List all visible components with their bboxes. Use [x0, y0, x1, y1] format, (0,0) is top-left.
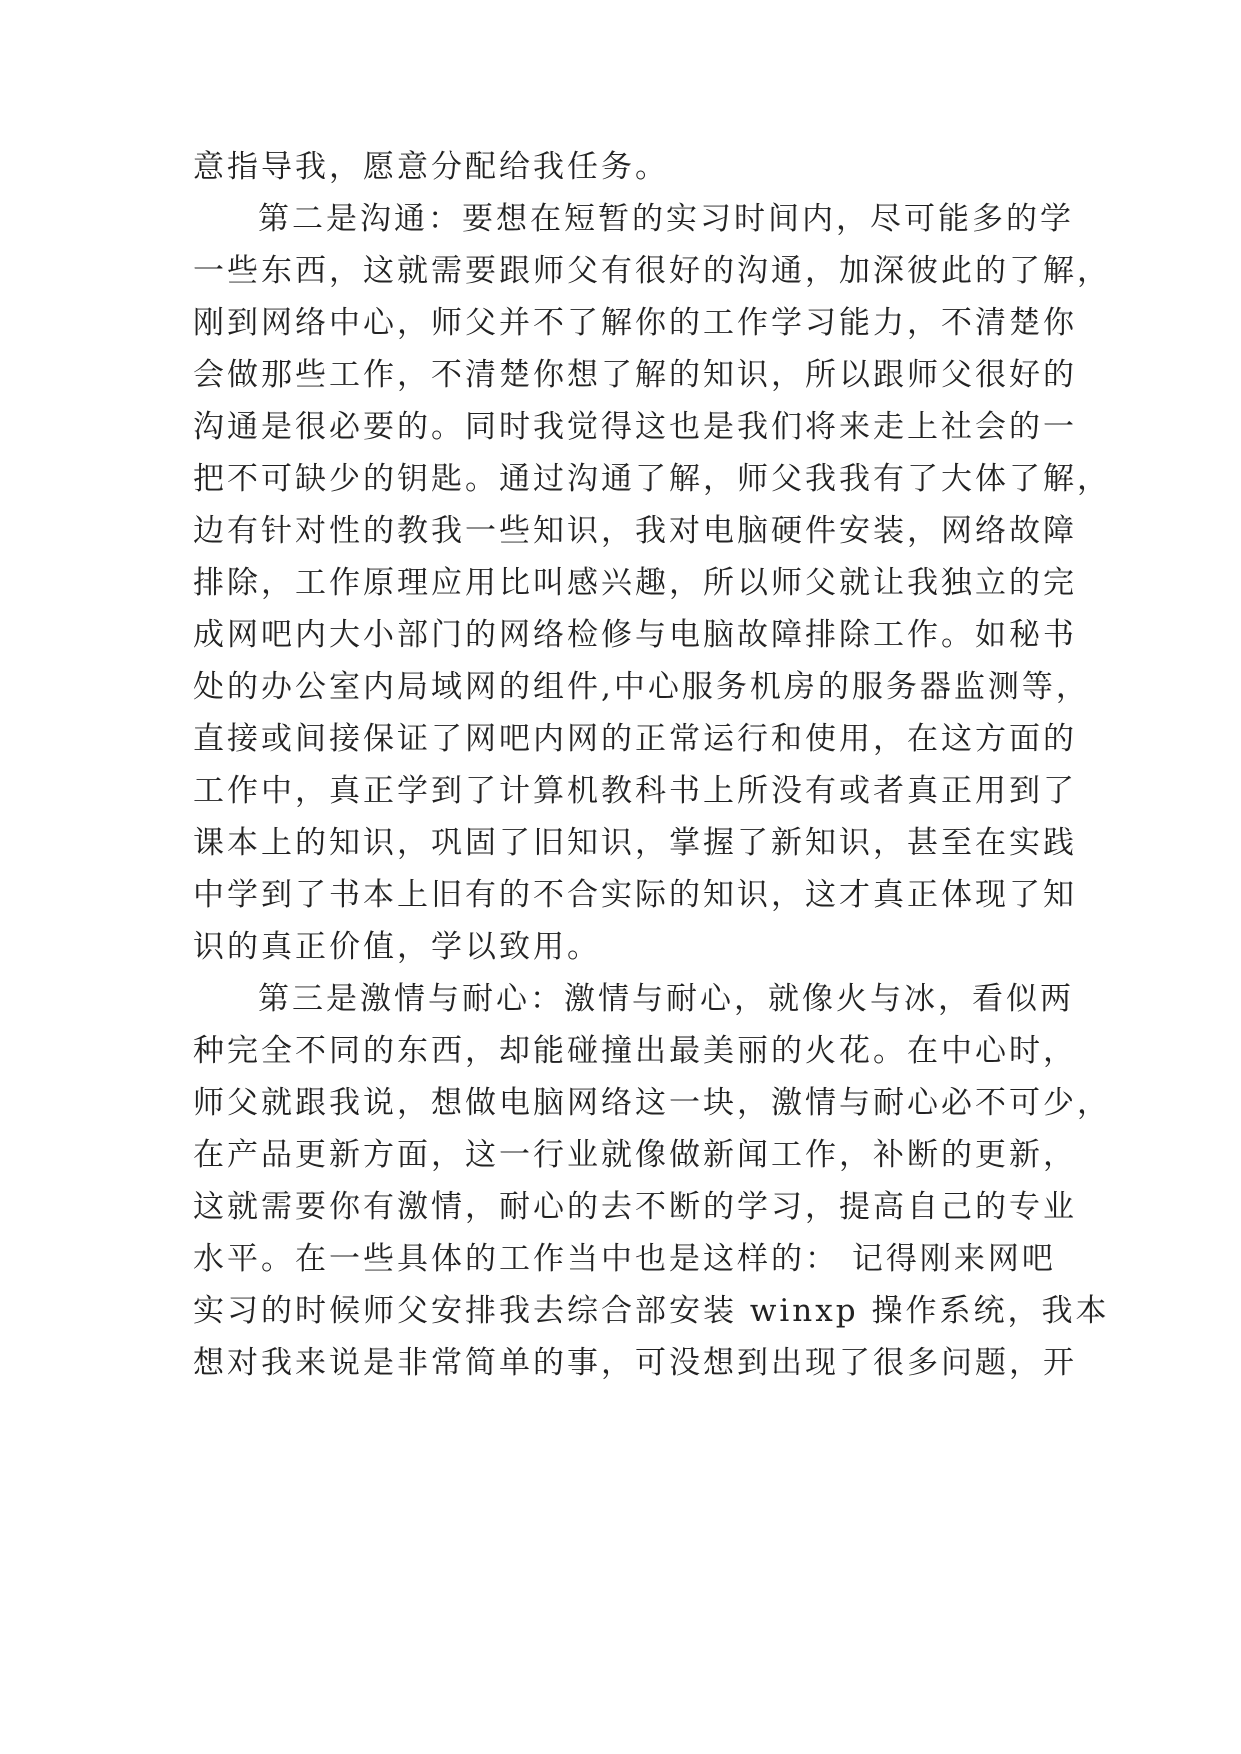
text-line: 师父就跟我说，想做电脑网络这一块，激情与耐心必不可少，	[193, 1085, 1111, 1121]
text-line: 工作中，真正学到了计算机教科书上所没有或者真正用到了	[193, 773, 1077, 809]
text-line: 沟通是很必要的。同时我觉得这也是我们将来走上社会的一	[193, 409, 1077, 445]
text-line: 会做那些工作，不清楚你想了解的知识，所以跟师父很好的	[193, 357, 1077, 393]
text-line: 想对我来说是非常简单的事，可没想到出现了很多问题，开	[193, 1345, 1077, 1381]
text-line: 成网吧内大小部门的网络检修与电脑故障排除工作。如秘书	[193, 617, 1077, 653]
text-line: 课本上的知识，巩固了旧知识，掌握了新知识，甚至在实践	[193, 825, 1077, 861]
text-line: 种完全不同的东西，却能碰撞出最美丽的火花。在中心时，	[193, 1033, 1077, 1069]
text-line: 意指导我，愿意分配给我任务。	[193, 149, 669, 185]
text-line: 刚到网络中心，师父并不了解你的工作学习能力，不清楚你	[193, 305, 1077, 341]
paragraph-start-line: 第二是沟通：要想在短暂的实习时间内，尽可能多的学	[258, 201, 1074, 237]
text-line: 边有针对性的教我一些知识，我对电脑硬件安装，网络故障	[193, 513, 1077, 549]
text-line: 识的真正价值，学以致用。	[193, 929, 601, 965]
paragraph-start-line: 第三是激情与耐心：激情与耐心，就像火与冰，看似两	[258, 981, 1074, 1017]
text-line: 在产品更新方面，这一行业就像做新闻工作，补断的更新，	[193, 1137, 1077, 1173]
text-line: 这就需要你有激情，耐心的去不断的学习，提高自己的专业	[193, 1189, 1077, 1225]
text-line: 直接或间接保证了网吧内网的正常运行和使用，在这方面的	[193, 721, 1077, 757]
text-line: 排除，工作原理应用比叫感兴趣，所以师父就让我独立的完	[193, 565, 1077, 601]
text-line: 实习的时候师父安排我去综合部安装 winxp 操作系统，我本	[193, 1293, 1110, 1329]
text-line: 把不可缺少的钥匙。通过沟通了解，师父我我有了大体了解，	[193, 461, 1111, 497]
text-line: 一些东西，这就需要跟师父有很好的沟通，加深彼此的了解，	[193, 253, 1111, 289]
text-line: 中学到了书本上旧有的不合实际的知识，这才真正体现了知	[193, 877, 1077, 913]
text-line: 水平。在一些具体的工作当中也是这样的： 记得刚来网吧	[193, 1241, 1056, 1277]
text-line: 处的办公室内局域网的组件,中心服务机房的服务器监测等，	[193, 669, 1090, 705]
